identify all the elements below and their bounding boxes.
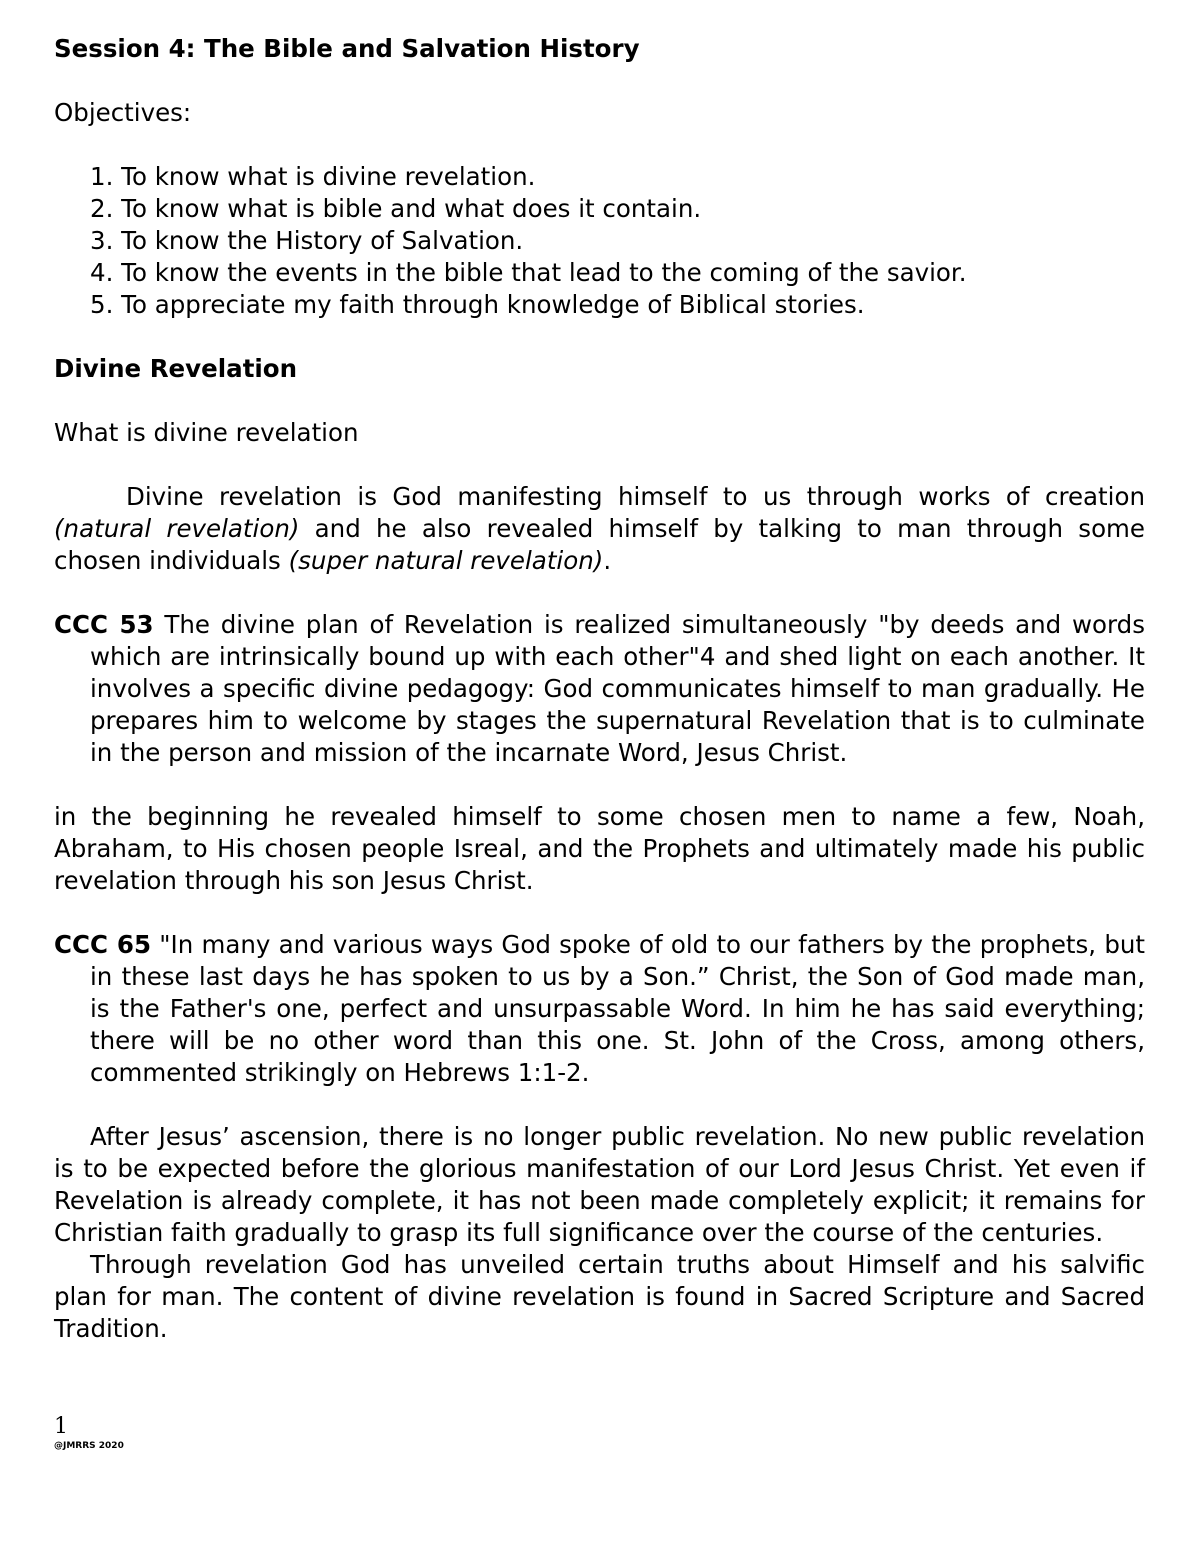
objective-item: 4. To know the events in the bible that lead to the coming of the savior. bbox=[90, 258, 967, 287]
section-heading-divine-revelation: Divine Revelation bbox=[54, 354, 298, 383]
objective-item: 3. To know the History of Salvation. bbox=[90, 226, 524, 255]
ccc65-label: CCC 65 bbox=[54, 930, 152, 959]
ccc65-text: "In many and various ways God spoke of old to our fathers by the prophets, but in these last days he has spoken to us by a Son.” Christ, the Son of God made man, is the Father's one, perfect and unsurpassable Word. In him he has said everything; there will be no other word than this one. St. John of the Cross, among others, commented strikingly on Hebrews 1:1-2. bbox=[90, 930, 1145, 1087]
page-number: 1 bbox=[54, 1414, 68, 1439]
through-revelation-paragraph: Through revelation God has unveiled certain truths about Himself and his salvific plan for man. The content of divine revelation is found in Sacred Scripture and Sacred Tradition. bbox=[54, 1250, 1145, 1343]
page-footer bbox=[54, 1414, 124, 1452]
ascension-paragraph: After Jesus’ ascension, there is no longer public revelation. No new public revelation is to be expected before the glorious manifestation of our Lord Jesus Christ. Yet even if Revelation is already complete, it has not been made completely explicit; it remains for Christian faith gradually to grasp its full significance over the course of the centuries. bbox=[54, 1122, 1145, 1247]
natural-revelation-term: (natural revelation) bbox=[54, 514, 300, 543]
ccc53-text: The divine plan of Revelation is realized simultaneously "by deeds and words which are intrinsically bound up with each other"4 and shed light on each another. It involves a specific divine pedagogy: God communicates himself to man gradually. He prepares him to welcome by stages the supernatural Revelation that is to culminate in the person and mission of the incarnate Word, Jesus Christ. bbox=[90, 610, 1145, 767]
definition-part1: Divine revelation is God manifesting himself to us through works of creation bbox=[126, 482, 1145, 511]
objective-item: 2. To know what is bible and what does it contain. bbox=[90, 194, 702, 223]
ccc65-paragraph bbox=[54, 929, 1145, 1089]
beginning-paragraph: in the beginning he revealed himself to some chosen men to name a few, Noah, Abraham, to His chosen people Isreal, and the Prophets and ultimately made his public revelation through his son Jesus Christ. bbox=[54, 802, 1145, 895]
objectives-list bbox=[54, 161, 1145, 321]
page-content bbox=[54, 33, 1145, 1345]
supernatural-revelation-term: (super natural revelation) bbox=[288, 546, 604, 575]
definition-paragraph bbox=[54, 481, 1145, 577]
objective-item: 1. To know what is divine revelation. bbox=[90, 162, 536, 191]
copyright-notice: @JMRRS 2020 bbox=[54, 1441, 124, 1451]
ccc53-label: CCC 53 bbox=[54, 610, 154, 639]
objective-item: 5. To appreciate my faith through knowledge of Biblical stories. bbox=[90, 290, 865, 319]
definition-part3: . bbox=[603, 546, 612, 575]
ccc53-paragraph bbox=[54, 609, 1145, 769]
definition-part2: and he also revealed himself by talking to man through some chosen individuals bbox=[54, 514, 1145, 575]
question-text: What is divine revelation bbox=[54, 418, 359, 447]
session-title: Session 4: The Bible and Salvation History bbox=[54, 34, 640, 63]
objectives-label: Objectives: bbox=[54, 98, 192, 127]
